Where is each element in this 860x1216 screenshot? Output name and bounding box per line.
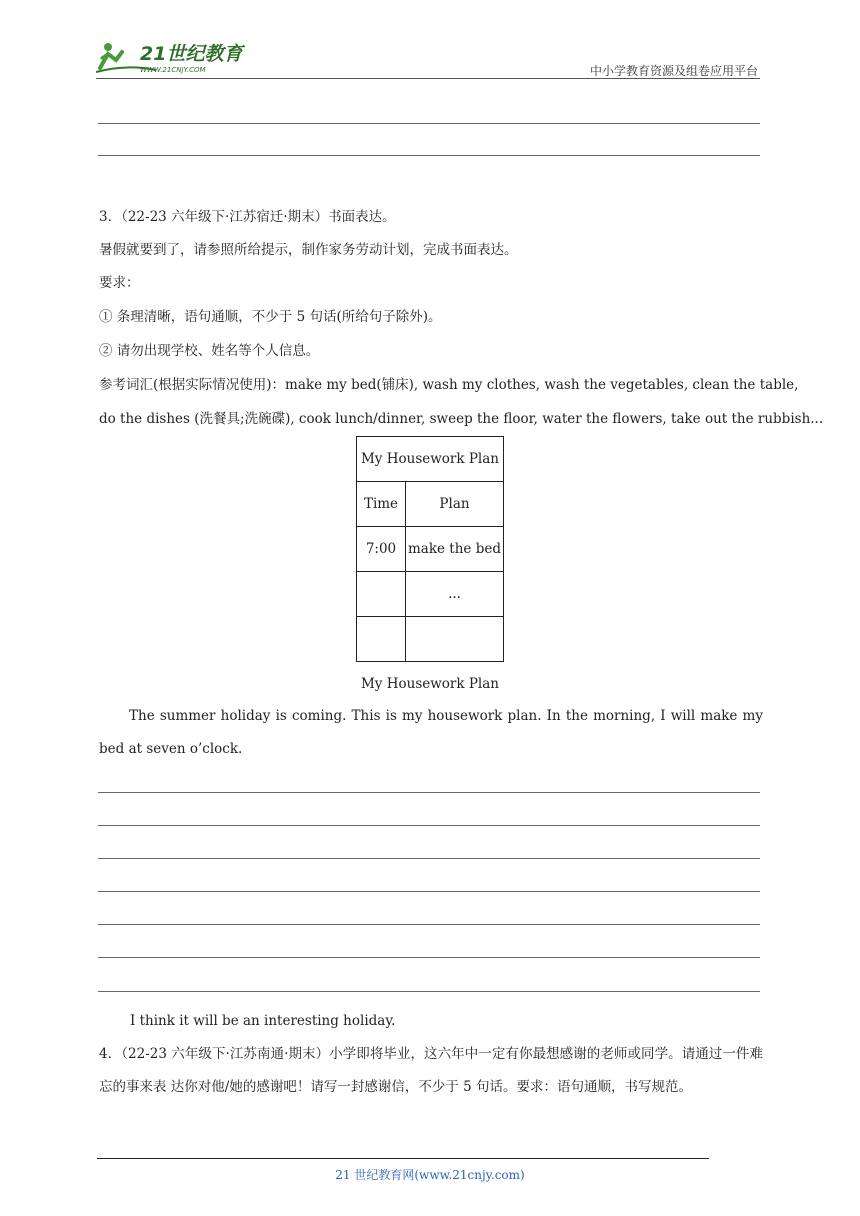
table-caption: My Housework Plan (360, 676, 499, 692)
q3-opening-paragraph: The summer holiday is coming. This is my housework plan. In the morning, I will make my bed at seven o’clock. (99, 708, 763, 757)
table-cell: make the bed (406, 527, 504, 572)
q3-requirement-2: ② 请勿出现学校、姓名等个人信息。 (99, 343, 320, 359)
q3-title: 3．（22-23 六年级下·江苏宿迁·期末）书面表达。 (99, 209, 396, 225)
answer-line (98, 792, 760, 793)
table-row (357, 572, 504, 617)
table-cell (357, 572, 406, 617)
answer-line (98, 957, 760, 958)
footer-text: 21 世纪教育网(www.21cnjy.com) (335, 1168, 525, 1182)
q3-requirement-1: ① 条理清晰，语句通顺，不少于 5 句话(所给句子除外)。 (99, 309, 442, 325)
table-row (357, 437, 504, 482)
header-divider (96, 78, 760, 79)
q3-vocab-line-1: 参考词汇(根据实际情况使用)：make my bed(铺床), wash my clothes, wash the vegetables, clean the table, (99, 377, 799, 393)
q4-text: 4．（22-23 六年级下·江苏南通·期末）小学即将毕业，这六年中一定有你最想感谢的老师或同学。请通过一件难忘的事来表 达你对他/她的感谢吧！请写一封感谢信，不少于 5 句话。要求：语句通顺，书写规范。 (99, 1046, 763, 1095)
table-cell (357, 617, 406, 662)
housework-plan-table (356, 436, 504, 662)
table-header-time: Time (357, 482, 406, 527)
table-cell (406, 617, 504, 662)
table-row (357, 482, 504, 527)
site-logo (96, 38, 256, 76)
table-header-plan: Plan (406, 482, 504, 527)
table-title-cell: My Housework Plan (357, 437, 504, 482)
table-cell: ... (406, 572, 504, 617)
table-row (357, 527, 504, 572)
svg-text:21世纪教育: 21世纪教育 (140, 43, 243, 65)
answer-line (98, 825, 760, 826)
q3-intro: 暑假就要到了，请参照所给提示，制作家务劳动计划，完成书面表达。 (99, 242, 518, 258)
header-tagline: 中小学教育资源及组卷应用平台 (589, 64, 758, 78)
answer-line (98, 924, 760, 925)
q3-closing-sentence: I think it will be an interesting holiday. (130, 1013, 396, 1029)
answer-line (98, 155, 760, 156)
answer-line (98, 891, 760, 892)
footer-divider (97, 1158, 709, 1159)
q3-vocab-line-2: do the dishes (洗餐具;洗碗碟), cook lunch/dinner, sweep the floor, water the flowers, take out the rubbish... (99, 411, 824, 427)
q3-requirements-label: 要求： (99, 275, 140, 291)
svg-text:WWW.21CNJY.COM: WWW.21CNJY.COM (140, 66, 206, 74)
table-row (357, 617, 504, 662)
answer-line (98, 858, 760, 859)
table-cell: 7:00 (357, 527, 406, 572)
answer-line (98, 991, 760, 992)
answer-line (98, 123, 760, 124)
